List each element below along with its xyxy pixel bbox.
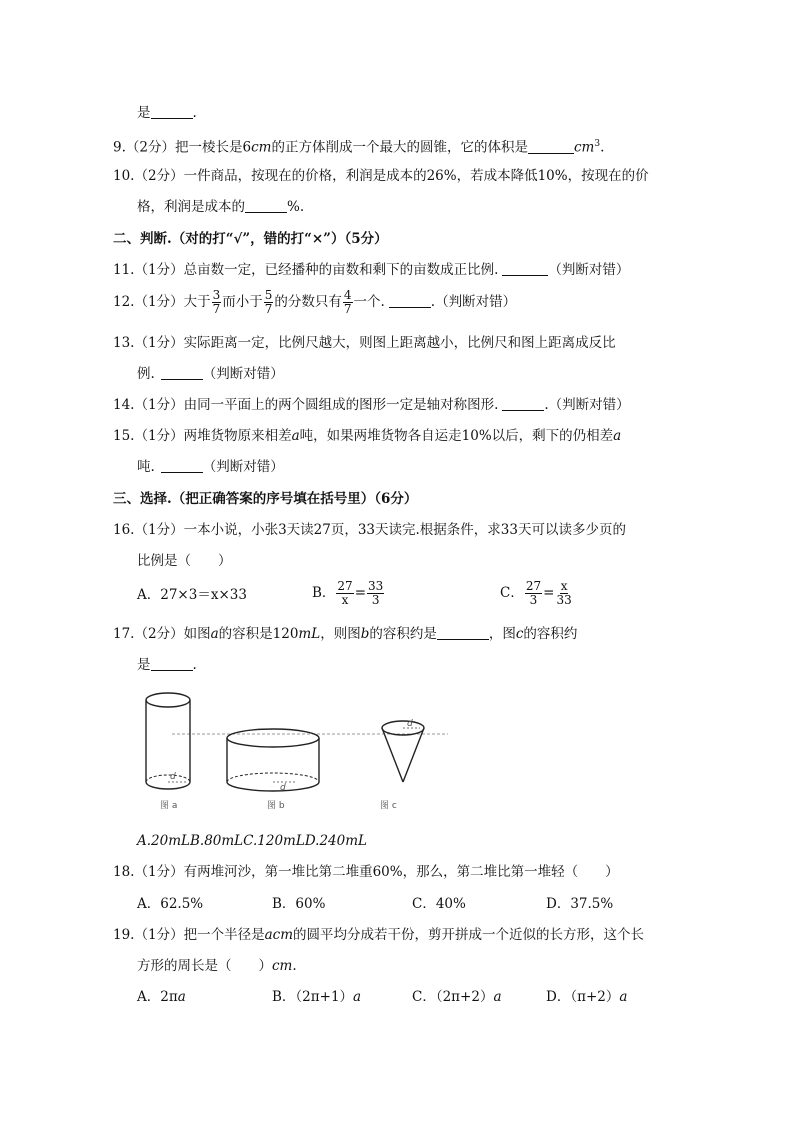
numerator: 5 — [264, 288, 273, 302]
question-text: ，图 — [488, 626, 516, 642]
variable: b — [360, 626, 370, 642]
cylinder-a-icon — [146, 693, 190, 789]
option-b[interactable] — [312, 578, 385, 608]
variable: a — [177, 989, 186, 1005]
question-text: （1分）总亩数一定，已经播种的亩数和剩下的亩数成正比例. — [134, 262, 499, 278]
denominator: 7 — [212, 302, 221, 316]
question-19-line2 — [137, 957, 297, 975]
numerator: 3 — [212, 288, 221, 302]
variable: a — [210, 626, 219, 642]
variable: a — [613, 428, 622, 444]
q8-tail-text: 是 — [137, 105, 151, 121]
answer-blank[interactable] — [151, 104, 193, 119]
denominator: x — [341, 593, 349, 607]
option-a[interactable]: A．27×3＝x×33 — [137, 587, 247, 603]
question-score: （2分） — [125, 139, 175, 156]
radius-label-c: d — [407, 719, 413, 729]
unit: mL — [298, 626, 321, 642]
fraction — [212, 289, 222, 316]
variable: a — [619, 989, 628, 1005]
option-c[interactable]: C．40% — [412, 896, 466, 912]
denominator: 3 — [529, 593, 538, 607]
numerator: 4 — [343, 288, 352, 302]
option-a[interactable] — [137, 988, 186, 1006]
numerator: 27 — [525, 579, 542, 593]
question-text: 吨，如果两堆货物各自运走10%以后，剩下的仍相差 — [299, 428, 614, 444]
question-text: 例. — [137, 366, 155, 382]
question-text: （2分）如图 — [134, 626, 211, 642]
question-text: 的正方体削成一个最大的圆锥，它的体积是 — [271, 139, 528, 156]
judge-hint: （判断对错） — [202, 366, 284, 382]
question-18 — [113, 863, 619, 881]
answer-blank[interactable] — [528, 139, 574, 154]
denominator: 33 — [556, 593, 572, 607]
question-text: 把一棱长是6 — [174, 139, 252, 156]
variable: acm — [264, 927, 293, 943]
variable: a — [291, 428, 300, 444]
cone-c-icon — [382, 721, 424, 782]
question-number: 12. — [113, 294, 135, 310]
question-text: （1分）有两堆河沙，第一堆比第二堆重60%，那么，第二堆比第一堆轻（ ） — [134, 864, 619, 880]
figure-caption-c: 图 c — [380, 801, 397, 811]
denominator: 7 — [343, 302, 352, 316]
question-number: 11. — [113, 262, 135, 278]
fraction — [336, 580, 353, 607]
punct: . — [600, 139, 605, 156]
question-14 — [113, 396, 630, 414]
fraction — [555, 580, 572, 607]
equals: = — [543, 585, 555, 601]
question-number: 9. — [113, 139, 126, 156]
question-10-line1 — [113, 167, 649, 185]
question-13-line2 — [137, 365, 284, 383]
option-label: C． — [500, 585, 524, 601]
question-13-line1 — [113, 334, 616, 352]
numerator: 33 — [368, 579, 384, 593]
answer-blank[interactable] — [151, 656, 193, 671]
question-text: 吨. — [137, 459, 155, 475]
question-12 — [113, 288, 516, 316]
radius-label-a: d — [170, 772, 176, 782]
option-d[interactable]: D．37.5% — [546, 896, 614, 912]
numerator: x — [560, 579, 568, 593]
option-text: B．（2π+1） — [272, 989, 354, 1005]
question-17-line1 — [113, 625, 577, 643]
superscript: 3 — [594, 139, 601, 149]
question-16-line2: 比例是（ ） — [137, 553, 232, 569]
judge-hint: （判断对错） — [202, 459, 284, 475]
option-a[interactable]: A．62.5% — [137, 896, 204, 912]
question-text: （1分）实际距离一定，比例尺越大，则图上距离越小，比例尺和图上距离成反比 — [134, 335, 616, 351]
denominator: 3 — [371, 593, 380, 607]
question-19-line1 — [113, 926, 644, 944]
question-text: 的容积约是 — [369, 626, 437, 642]
question-text: （1分）大于 — [134, 294, 211, 310]
option-c[interactable] — [500, 578, 574, 608]
figure-caption-a: 图 a — [160, 801, 178, 811]
question-number: 16. — [113, 522, 135, 538]
radius-label-b: d — [280, 783, 286, 793]
question-text: 的容积约 — [523, 626, 578, 642]
question-number: 13. — [113, 335, 135, 351]
question-17-line2 — [137, 656, 197, 674]
q8-tail-end: . — [192, 105, 197, 121]
answer-blank[interactable] — [161, 365, 203, 380]
variable: c — [515, 626, 524, 642]
figure-caption-b: 图 b — [267, 801, 285, 811]
answer-blank[interactable] — [437, 625, 489, 640]
answer-blank[interactable] — [502, 396, 544, 411]
question-15-line2 — [137, 458, 284, 476]
answer-blank[interactable] — [245, 198, 287, 213]
punct: . — [192, 657, 197, 673]
question-10-line2 — [137, 198, 304, 216]
question-text: 的分数只有 — [274, 294, 342, 310]
q8-tail — [137, 104, 197, 122]
unit: cm — [251, 139, 272, 156]
question-text: （1分）由同一平面上的两个圆组成的图形一定是轴对称图形. — [134, 397, 499, 413]
unit: cm — [573, 139, 595, 156]
variable: a — [353, 989, 362, 1005]
option-d[interactable] — [546, 988, 627, 1006]
question-text: 的容积是120 — [218, 626, 299, 642]
question-text: ，则图 — [320, 626, 361, 642]
question-number: 17. — [113, 626, 135, 642]
cylinder-b-icon — [227, 729, 319, 791]
answer-blank[interactable] — [161, 458, 203, 473]
answer-blank[interactable] — [389, 293, 431, 308]
question-text: （1分）两堆货物原来相差 — [134, 428, 292, 444]
question-number: 19. — [113, 927, 135, 943]
question-number: 14. — [113, 397, 135, 413]
question-text: 一个. — [353, 294, 385, 310]
option-text: C．（2π+2） — [412, 989, 494, 1005]
section-3-title: 三、选择.（把正确答案的序号填在括号里）（6分） — [113, 491, 418, 507]
container-figure — [136, 684, 576, 814]
question-text: 方形的周长是（ ） — [137, 958, 272, 974]
unit: cm — [272, 958, 293, 974]
fraction — [343, 289, 353, 316]
answer-blank[interactable] — [502, 261, 548, 276]
section-2-title: 二、判断.（对的打“√”，错的打“×”）（5分） — [113, 231, 388, 247]
option-label: B． — [312, 585, 336, 601]
numerator: 27 — [337, 579, 353, 593]
option-b[interactable] — [272, 988, 361, 1006]
option-b[interactable]: B．60% — [272, 896, 326, 912]
option-text: D．（π+2） — [546, 989, 620, 1005]
variable: a — [493, 989, 502, 1005]
question-text: 格，利润是成本的 — [137, 199, 245, 215]
fraction — [525, 580, 542, 607]
question-text: （1分）把一个半径是 — [134, 927, 265, 943]
question-text: （1分）一本小说，小张3天读27页，33天读完.根据条件，求33天可以读多少页的 — [134, 522, 626, 538]
denominator: 7 — [264, 302, 273, 316]
equals: = — [354, 585, 367, 601]
question-number: 15. — [113, 428, 135, 444]
punct: . — [292, 958, 297, 974]
fraction — [367, 580, 384, 607]
option-text: A．2π — [137, 989, 178, 1005]
question-text: 而小于 — [222, 294, 263, 310]
question-number: 18. — [113, 864, 135, 880]
question-number: 10. — [113, 168, 135, 184]
fraction — [264, 289, 274, 316]
question-11 — [113, 261, 629, 279]
question-text: 的圆平均分成若干份，剪开拼成一个近似的长方形，这个长 — [293, 927, 644, 943]
judge-hint: .（判断对错） — [430, 294, 517, 310]
option-c[interactable] — [412, 988, 502, 1006]
question-text: （2分）一件商品，按现在的价格，利润是成本的26%，若成本降低10%，按现在的价 — [134, 168, 649, 184]
question-text: %. — [287, 199, 305, 215]
q17-options[interactable]: A.20mLB.80mLC.120mLD.240mL — [137, 833, 367, 849]
judge-hint: （判断对错） — [548, 262, 630, 278]
question-16-line1 — [113, 521, 626, 539]
question-15-line1 — [113, 427, 621, 445]
judge-hint: .（判断对错） — [544, 397, 630, 413]
question-text: 是 — [137, 657, 151, 673]
question-9 — [113, 135, 604, 157]
